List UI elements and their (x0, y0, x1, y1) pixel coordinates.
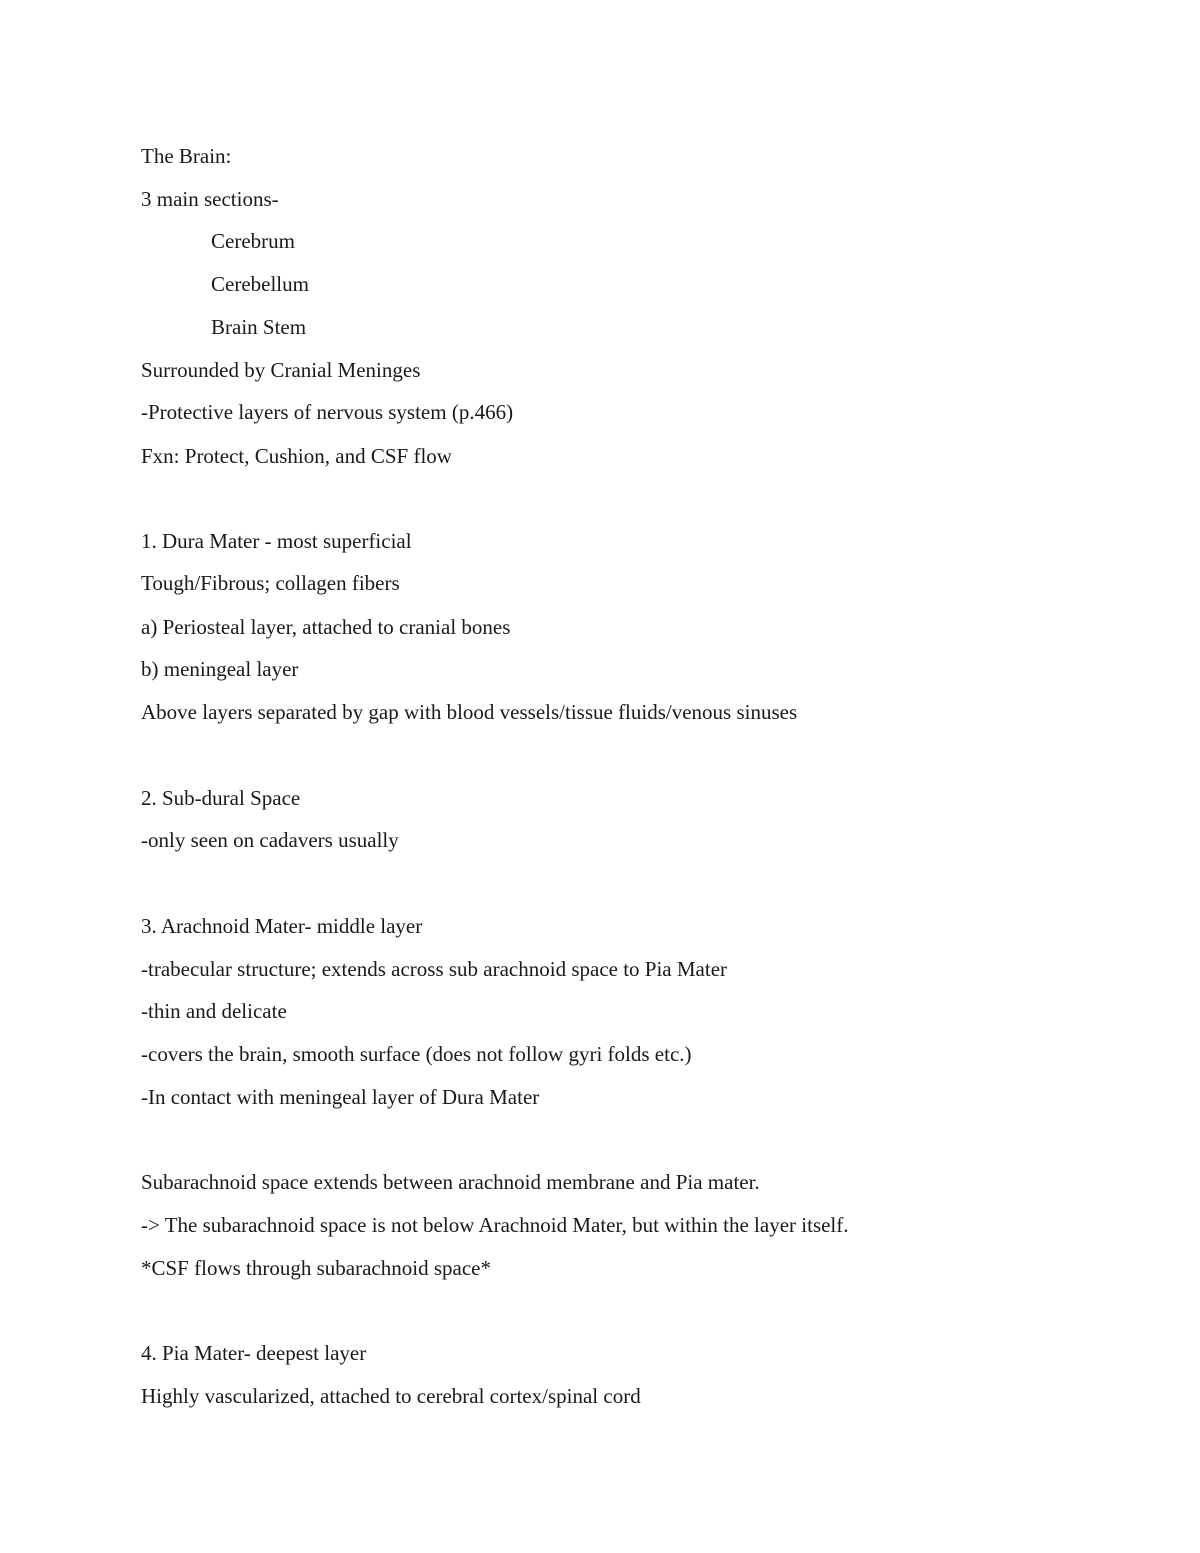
subarachnoid-line: -> The subarachnoid space is not below Arachnoid Mater, but within the layer itself. (141, 1213, 849, 1237)
arachnoid-heading: 3. Arachnoid Mater- middle layer (141, 914, 423, 938)
arachnoid-line: -thin and delicate (141, 999, 287, 1023)
arachnoid-line: -In contact with meningeal layer of Dura Mater (141, 1085, 540, 1109)
section-item-cerebellum: Cerebellum (211, 272, 309, 296)
section-item-brain-stem: Brain Stem (211, 315, 307, 339)
dura-mater-line: b) meningeal layer (141, 657, 299, 681)
pia-mater-line: Highly vascularized, attached to cerebral cortex/spinal cord (141, 1384, 641, 1408)
sections-heading: 3 main sections- (141, 187, 279, 211)
arachnoid-line: -trabecular structure; extends across sub arachnoid space to Pia Mater (141, 957, 728, 981)
subarachnoid-line: Subarachnoid space extends between arachnoid membrane and Pia mater. (141, 1170, 760, 1194)
arachnoid-line: -covers the brain, smooth surface (does not follow gyri folds etc.) (141, 1042, 692, 1066)
pia-mater-heading: 4. Pia Mater- deepest layer (141, 1341, 367, 1365)
subdural-line: -only seen on cadavers usually (141, 828, 399, 852)
meninges-function: Fxn: Protect, Cushion, and CSF flow (141, 444, 452, 468)
dura-mater-line: Tough/Fibrous; collagen fibers (141, 571, 400, 595)
section-item-cerebrum: Cerebrum (211, 229, 295, 253)
subarachnoid-line: *CSF flows through subarachnoid space* (141, 1256, 491, 1280)
meninges-description: -Protective layers of nervous system (p.466) (141, 400, 514, 424)
subdural-heading: 2. Sub-dural Space (141, 786, 301, 810)
dura-mater-line: a) Periosteal layer, attached to cranial bones (141, 615, 511, 639)
meninges-line: Surrounded by Cranial Meninges (141, 358, 421, 382)
page-title: The Brain: (141, 144, 232, 168)
dura-mater-line: Above layers separated by gap with blood vessels/tissue fluids/venous sinuses (141, 700, 798, 724)
dura-mater-heading: 1. Dura Mater - most superficial (141, 529, 412, 553)
